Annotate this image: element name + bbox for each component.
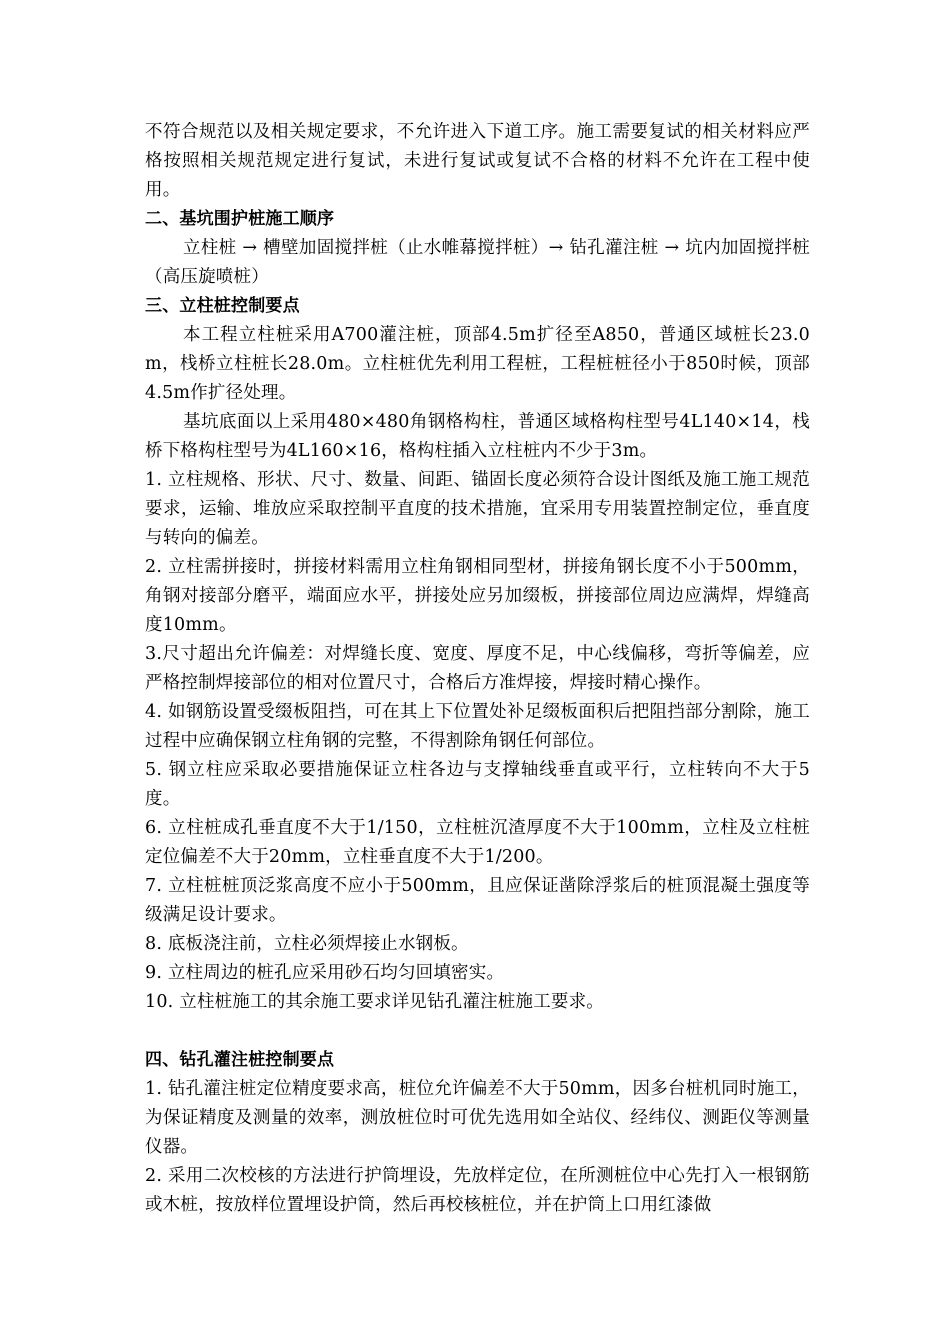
section-heading-construction-sequence: 二、基坑围护桩施工顺序 (145, 209, 335, 229)
column-pile-item-7: 7. 立柱桩桩顶泛浆高度不应小于500mm，且应保证凿除浮浆后的桩顶混凝土强度等级满足设计要求。 (145, 876, 810, 925)
column-pile-item-1: 1. 立柱规格、形状、尺寸、数量、间距、锚固长度必须符合设计图纸及施工施工规范要求，运输、堆放应采取控制平直度的技术措施，宜采用专用装置控制定位，垂直度与转向的偏差。 (145, 470, 810, 548)
bored-pile-item-1: 1. 钻孔灌注桩定位精度要求高，桩位允许偏差不大于50mm，因多台桩机同时施工，为保证精度及测量的效率，测放桩位时可优先选用如全站仪、经纬仪、测距仪等测量仪器。 (145, 1079, 810, 1157)
section-heading-bored-pile: 四、钻孔灌注桩控制要点 (145, 1050, 335, 1070)
column-pile-item-6: 6. 立柱桩成孔垂直度不大于1/150，立柱桩沉渣厚度不大于100mm，立柱及立柱桩定位偏差不大于20mm，立柱垂直度不大于1/200。 (145, 818, 810, 867)
column-pile-item-10: 10. 立柱桩施工的其余施工要求详见钻孔灌注桩施工要求。 (145, 992, 604, 1012)
column-pile-item-3: 3.尺寸超出允许偏差：对焊缝长度、宽度、厚度不足，中心线偏移，弯折等偏差，应严格控制焊接部位的相对位置尺寸，合格后方准焊接，焊接时精心操作。 (145, 644, 810, 693)
bored-pile-item-2: 2. 采用二次校核的方法进行护筒埋设，先放样定位，在所测桩位中心先打入一根钢筋或木桩，按放样位置埋设护筒，然后再校核桩位，并在护筒上口用红漆做 (145, 1166, 810, 1215)
column-pile-paragraph-2: 基坑底面以上采用480×480角钢格构柱，普通区域格构柱型号4L140×14，栈桥下格构柱型号为4L160×16，格构柱插入立柱桩内不少于3m。 (145, 412, 810, 461)
column-pile-item-4: 4. 如钢筋设置受缀板阻挡，可在其上下位置处补足缀板面积后把阻挡部分割除，施工过程中应确保钢立柱角钢的完整，不得割除角钢任何部位。 (145, 702, 810, 751)
column-pile-item-5: 5. 钢立柱应采取必要措施保证立柱各边与支撑轴线垂直或平行，立柱转向不大于5度。 (145, 760, 810, 809)
column-pile-paragraph-1: 本工程立柱桩采用A700灌注桩，顶部4.5m扩径至A850，普通区域桩长23.0m，栈桥立柱桩长28.0m。立柱桩优先利用工程桩，工程桩桩径小于850时候，顶部4.5m作扩径处理。 (145, 325, 810, 403)
blank-line (145, 1017, 810, 1046)
document-body (145, 118, 810, 1220)
section-heading-column-pile: 三、立柱桩控制要点 (145, 296, 300, 316)
intro-paragraph: 不符合规范以及相关规定要求，不允许进入下道工序。施工需要复试的相关材料应严格按照相关规范规定进行复试，未进行复试或复试不合格的材料不允许在工程中使用。 (145, 122, 810, 200)
column-pile-item-2: 2. 立柱需拼接时，拼接材料需用立柱角钢相同型材，拼接角钢长度不小于500mm，角钢对接部分磨平，端面应水平，拼接处应另加缀板，拼接部位周边应满焊，焊缝高度10mm。 (145, 557, 810, 635)
column-pile-item-9: 9. 立柱周边的桩孔应采用砂石均匀回填密实。 (145, 963, 505, 983)
construction-sequence-paragraph: 立柱桩 → 槽壁加固搅拌桩（止水帷幕搅拌桩）→ 钻孔灌注桩 → 坑内加固搅拌桩（高压旋喷桩） (145, 238, 810, 287)
column-pile-item-8: 8. 底板浇注前，立柱必须焊接止水钢板。 (145, 934, 469, 954)
